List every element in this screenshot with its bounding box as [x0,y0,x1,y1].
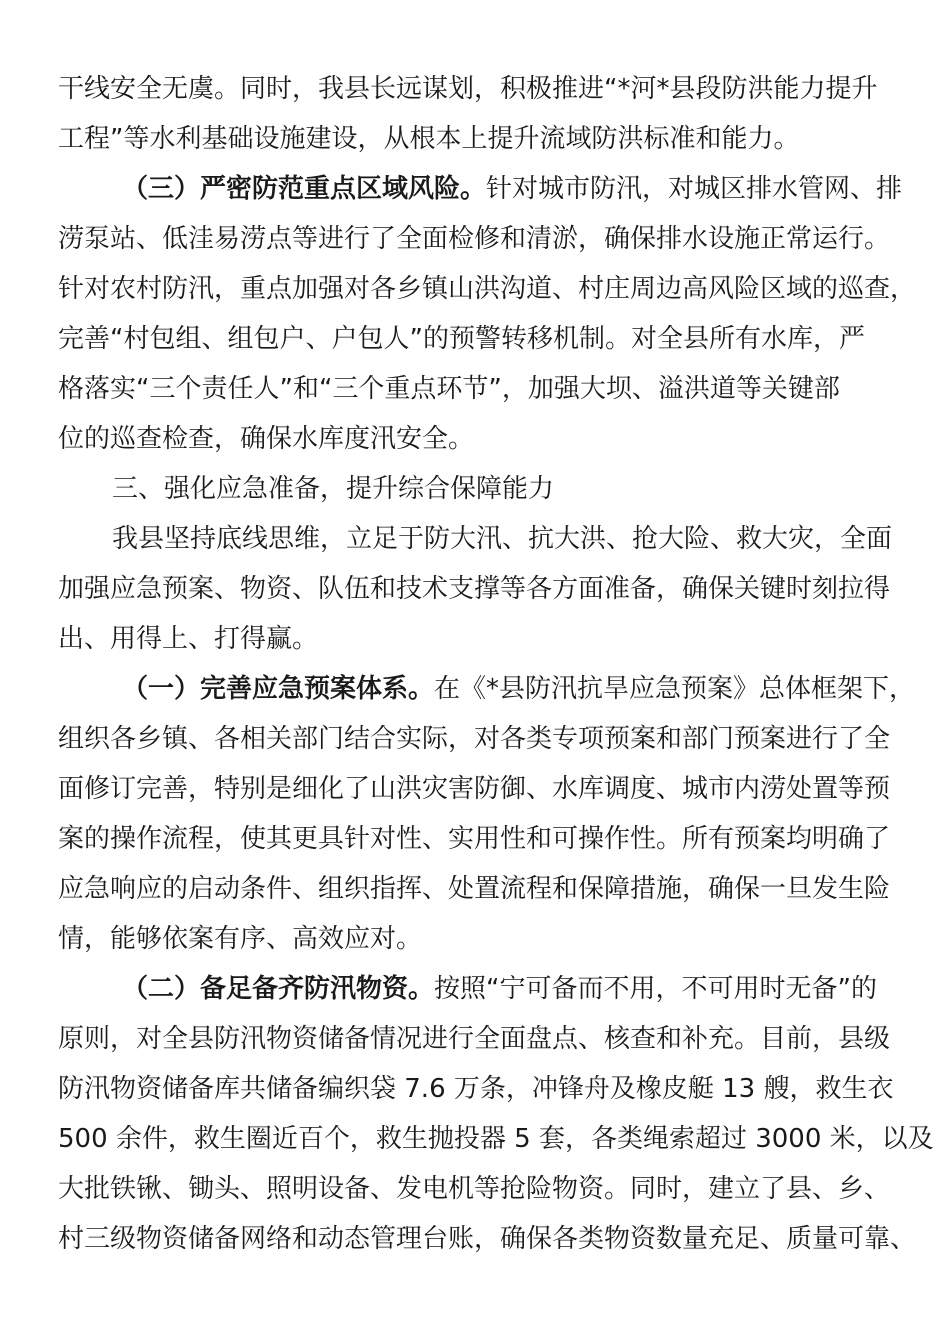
paragraph-line: 防汛物资储备库共储备编织袋 7.6 万条，冲锋舟及橡皮艇 13 艘，救生衣 [58,1074,894,1104]
paragraph-line: 涝泵站、低洼易涝点等进行了全面检修和清淤，确保排水设施正常运行。 [58,224,891,254]
paragraph-line: 面修订完善，特别是细化了山洪灾害防御、水库调度、城市内涝处置等预 [58,774,891,804]
paragraph-line: 原则，对全县防汛物资储备情况进行全面盘点、核查和补充。目前，县级 [58,1024,891,1054]
paragraph-line: 应急响应的启动条件、组织指挥、处置流程和保障措施，确保一旦发生险 [58,874,891,904]
paragraph-line [122,664,950,714]
paragraph-line [122,964,950,1014]
paragraph-line: 完善“村包组、组包户、户包人”的预警转移机制。对全县所有水库，严 [58,324,865,354]
paragraph-line: 位的巡查检查，确保水库度汛安全。 [58,424,475,454]
paragraph-line: 出、用得上、打得赢。 [58,624,319,654]
paragraph-line: 大批铁锹、锄头、照明设备、发电机等抢险物资。同时，建立了县、乡、 [58,1174,891,1204]
paragraph-line: 我县坚持底线思维，立足于防大汛、抗大洪、抢大险、救大灾，全面 [112,524,893,554]
paragraph-text: 针对城市防汛，对城区排水管网、排 [486,174,903,204]
paragraph-line: 干线安全无虞。同时，我县长远谋划，积极推进“*河*县段防洪能力提升 [58,74,878,104]
paragraph-line: 工程”等水利基础设施建设，从根本上提升流域防洪标准和能力。 [58,124,800,154]
paragraph-text: 在《*县防汛抗旱应急预案》总体框架下， [434,674,916,704]
paragraph-line: 组织各乡镇、各相关部门结合实际，对各类专项预案和部门预案进行了全 [58,724,891,754]
paragraph-line: 情，能够依案有序、高效应对。 [58,924,423,954]
section-heading: （二）备足备齐防汛物资。 [122,974,435,1004]
paragraph-line: 针对农村防汛，重点加强对各乡镇山洪沟道、村庄周边高风险区域的巡查， [58,274,917,304]
paragraph-line: 村三级物资储备网络和动态管理台账，确保各类物资数量充足、质量可靠、 [58,1224,917,1254]
paragraph-line: 500 余件，救生圈近百个，救生抛投器 5 套，各类绳索超过 3000 米，以及 [58,1124,934,1154]
paragraph-line: 案的操作流程，使其更具针对性、实用性和可操作性。所有预案均明确了 [58,824,891,854]
paragraph-line: 加强应急预案、物资、队伍和技术支撑等各方面准备，确保关键时刻拉得 [58,574,891,604]
chapter-heading: 三、强化应急准备，提升综合保障能力 [112,474,555,504]
section-heading: （三）严密防范重点区域风险。 [122,174,487,204]
section-heading: （一）完善应急预案体系。 [122,674,435,704]
paragraph-text: 按照“宁可备而不用，不可用时无备”的 [434,974,877,1004]
paragraph-line [122,164,950,214]
paragraph-line: 格落实“三个责任人”和“三个重点环节”，加强大坝、溢洪道等关键部 [58,374,840,404]
